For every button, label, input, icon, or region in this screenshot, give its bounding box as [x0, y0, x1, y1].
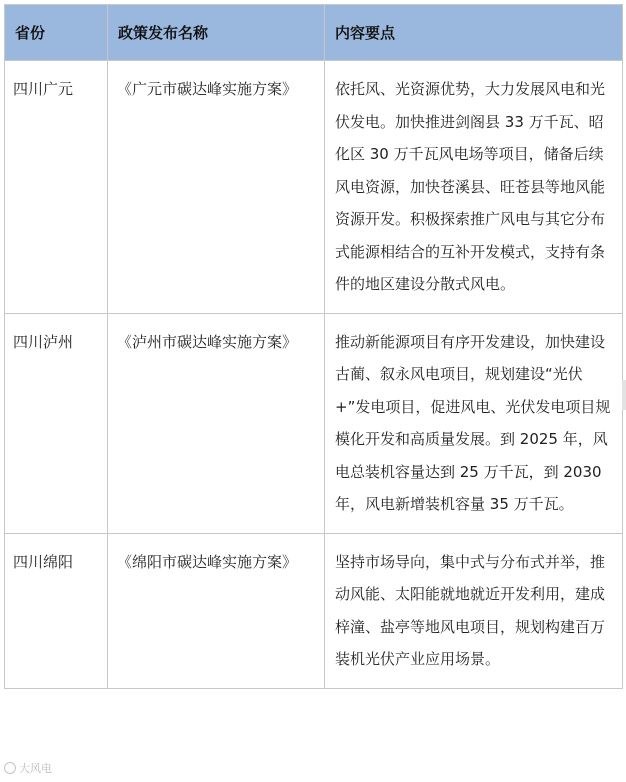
cell-province: 四川广元 — [5, 61, 108, 314]
table-row — [5, 61, 623, 314]
watermark-logo-icon — [4, 762, 16, 774]
cell-policy-name: 《泸州市碳达峰实施方案》 — [108, 313, 325, 533]
table-row — [5, 313, 623, 533]
policy-table — [4, 4, 623, 689]
cell-key-points: 依托风、光资源优势，大力发展风电和光伏发电。加快推进剑阁县 33 万千瓦、昭化区 30 万千瓦风电场等项目，储备后续风电资源，加快苍溪县、旺苍县等地风能资源开发。积极探索推广风电与其它分布式能源相结合的互补开发模式，支持有条件的地区建设分散式风电。 — [325, 61, 623, 314]
scrollbar[interactable] — [622, 380, 626, 410]
cell-province: 四川绵阳 — [5, 533, 108, 688]
cell-key-points: 坚持市场导向，集中式与分布式并举，推动风能、太阳能就地就近开发利用，建成梓潼、盐亭等地风电项目，规划构建百万装机光伏产业应用场景。 — [325, 533, 623, 688]
table-row — [5, 533, 623, 688]
cell-policy-name: 《广元市碳达峰实施方案》 — [108, 61, 325, 314]
cell-policy-name: 《绵阳市碳达峰实施方案》 — [108, 533, 325, 688]
header-key-points: 内容要点 — [325, 5, 623, 61]
watermark-text: 大风电 — [19, 762, 52, 775]
header-province: 省份 — [5, 5, 108, 61]
table-header-row — [5, 5, 623, 61]
header-policy-name: 政策发布名称 — [108, 5, 325, 61]
cell-key-points: 推动新能源项目有序开发建设，加快建设古蔺、叙永风电项目，规划建设“光伏+”发电项目，促进风电、光伏发电项目规模化开发和高质量发展。到 2025 年，风电总装机容量达到 25 万千瓦，到 2030 年，风电新增装机容量 35 万千瓦。 — [325, 313, 623, 533]
cell-province: 四川泸州 — [5, 313, 108, 533]
watermark — [4, 760, 52, 776]
